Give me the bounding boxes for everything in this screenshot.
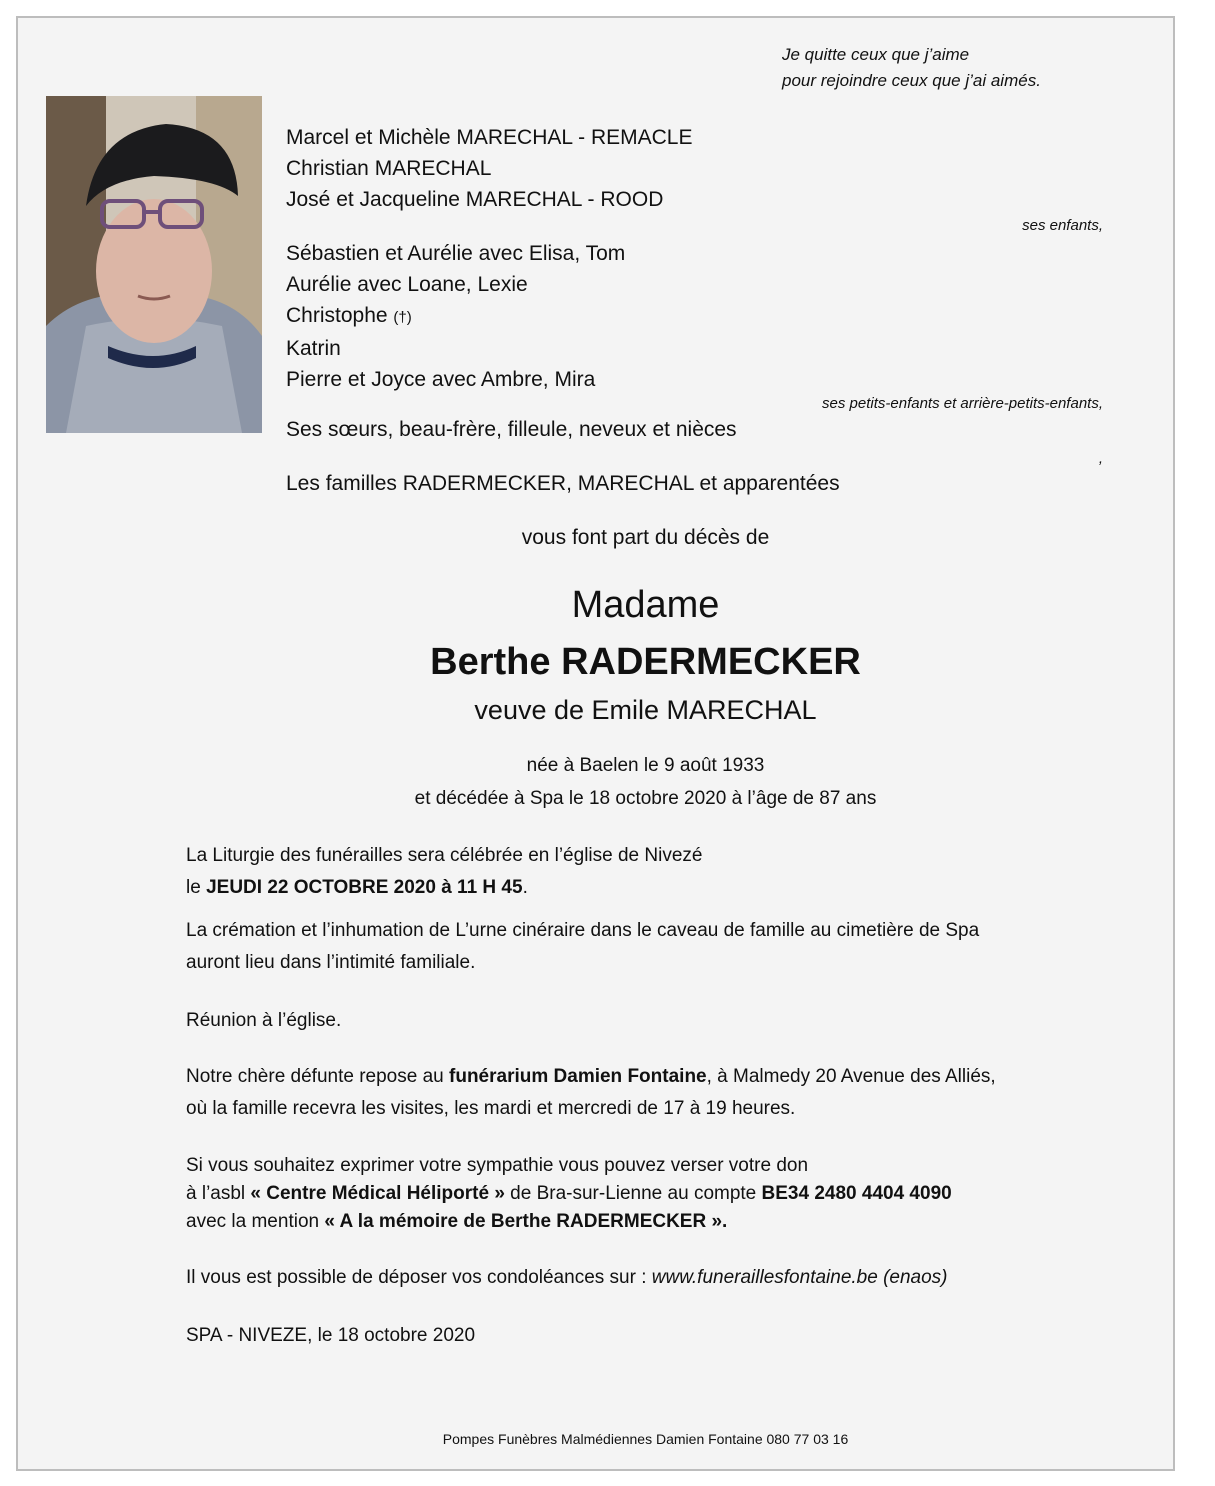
epigraph-line-2: pour rejoindre ceux que j’ai aimés. xyxy=(782,71,1041,90)
donation-account: BE34 2480 4404 4090 xyxy=(761,1183,952,1204)
liturgy-block xyxy=(186,840,702,904)
donation-mid: de Bra-sur-Lienne au compte xyxy=(504,1183,762,1204)
death-line: et décédée à Spa le 18 octobre 2020 à l’âge de 87 ans xyxy=(414,788,877,809)
condolences-pre: Il vous est possible de déposer vos condoléances sur : xyxy=(186,1267,652,1288)
deceased-title: Madame xyxy=(571,584,720,626)
condolences-website[interactable]: www.funeraillesfontaine.be (enaos) xyxy=(651,1267,948,1288)
place-date: SPA - NIVEZE, le 18 octobre 2020 xyxy=(186,1325,476,1346)
families-line: Les familles RADERMECKER, MARECHAL et apparentées xyxy=(286,472,840,495)
rest-pre: Notre chère défunte repose au xyxy=(186,1066,450,1087)
grandchildren-note: ses petits-enfants et arrière-petits-enfants, xyxy=(822,395,1103,412)
deceased-widow-of: veuve de Emile MARECHAL xyxy=(474,695,817,725)
child-1: Marcel et Michèle MARECHAL - REMACLE xyxy=(286,126,693,149)
liturgy-le: le xyxy=(186,877,207,898)
grandchild-3-name: Christophe xyxy=(286,304,388,327)
rest-line-1 xyxy=(186,1061,996,1093)
siblings-line: Ses sœurs, beau-frère, filleule, neveux et nièces xyxy=(286,418,737,441)
reunion-line: Réunion à l’église. xyxy=(186,1010,342,1031)
children-note: ses enfants, xyxy=(1022,217,1103,234)
liturgy-end: . xyxy=(522,877,528,898)
child-2: Christian MARECHAL xyxy=(286,157,492,180)
donation-block xyxy=(186,1152,952,1236)
rest-post: , à Malmedy 20 Avenue des Alliés, xyxy=(706,1066,996,1087)
grandchildren-list xyxy=(286,238,625,395)
condolences-line xyxy=(186,1262,948,1294)
epigraph-line-1: Je quitte ceux que j’aime xyxy=(782,45,970,64)
child-3: José et Jacqueline MARECHAL - ROOD xyxy=(286,188,664,211)
cremation-block xyxy=(186,915,979,979)
liturgy-line-2 xyxy=(186,872,702,904)
rest-block xyxy=(186,1061,996,1125)
deceased-name: Berthe RADERMECKER xyxy=(430,641,861,683)
donation-pre: à l’asbl xyxy=(186,1183,251,1204)
children-list xyxy=(286,122,693,215)
epigraph xyxy=(782,42,1041,94)
grandchild-2: Aurélie avec Loane, Lexie xyxy=(286,273,528,296)
donation-line-1: Si vous souhaitez exprimer votre sympathie vous pouvez verser votre don xyxy=(186,1155,809,1176)
obituary-card xyxy=(16,16,1175,1471)
donation-org: « Centre Médical Héliporté » xyxy=(250,1183,505,1204)
siblings-note: , xyxy=(1098,450,1103,467)
donation-mention: « A la mémoire de Berthe RADERMECKER ». xyxy=(324,1211,728,1232)
cremation-line-2: auront lieu dans l’intimité familiale. xyxy=(186,952,476,973)
donation-line-3 xyxy=(186,1208,952,1236)
cremation-line-1: La crémation et l’inhumation de L’urne cinéraire dans le caveau de famille au cimetière de Spa xyxy=(186,920,980,941)
portrait-illustration xyxy=(46,96,262,433)
deceased-mark: (†) xyxy=(393,309,412,326)
grandchild-1: Sébastien et Aurélie avec Elisa, Tom xyxy=(286,242,626,265)
grandchild-3 xyxy=(286,300,625,333)
birth-line: née à Baelen le 9 août 1933 xyxy=(526,755,765,776)
portrait-photo xyxy=(46,96,262,433)
footer-funeral-home: Pompes Funèbres Malmédiennes Damien Fontaine 080 77 03 16 xyxy=(442,1431,849,1447)
funerarium-name: funérarium Damien Fontaine xyxy=(449,1066,707,1087)
announce-line: vous font part du décès de xyxy=(521,526,770,549)
grandchild-5: Pierre et Joyce avec Ambre, Mira xyxy=(286,368,596,391)
grandchild-4: Katrin xyxy=(286,337,341,360)
donation-mention-pre: avec la mention xyxy=(186,1211,325,1232)
liturgy-date: JEUDI 22 OCTOBRE 2020 à 11 H 45 xyxy=(206,877,523,898)
liturgy-line-1: La Liturgie des funérailles sera célébrée en l’église de Nivezé xyxy=(186,845,703,866)
rest-line-2: où la famille recevra les visites, les mardi et mercredi de 17 à 19 heures. xyxy=(186,1098,796,1119)
donation-line-2 xyxy=(186,1180,952,1208)
